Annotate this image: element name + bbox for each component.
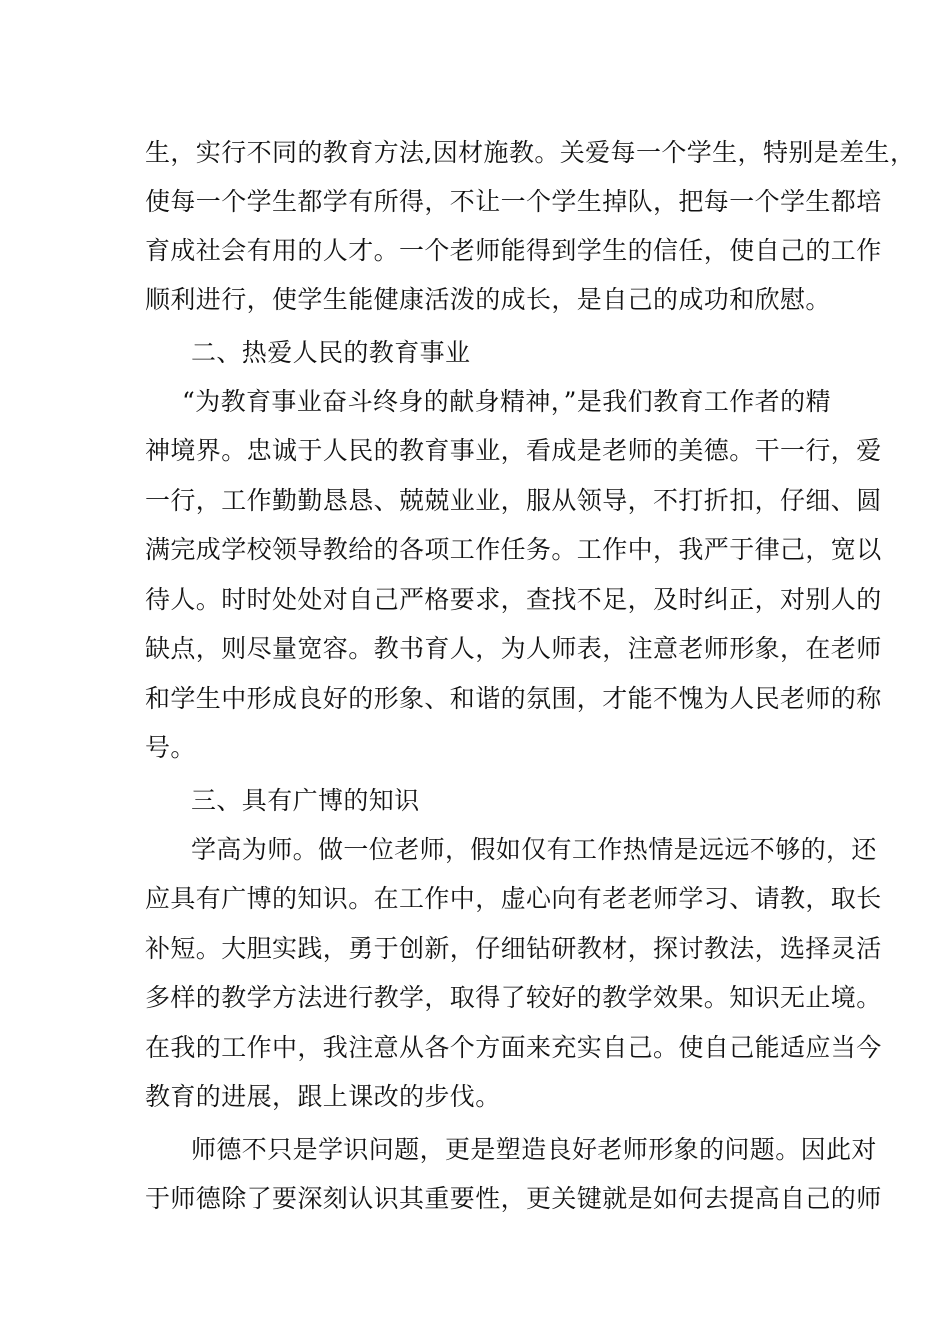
- text-line: 教育的进展，跟上课改的步伐。: [145, 1082, 501, 1111]
- text-line: 一行，工作勤勤恳恳、兢兢业业，服从领导，不打折扣，仔细、圆: [145, 486, 882, 515]
- text-line: 缺点，则尽量宽容。教书育人，为人师表，注意老师形象，在老师: [145, 634, 882, 663]
- text-line: 待人。时时处处对自己严格要求，查找不足，及时纠正，对别人的: [145, 585, 882, 614]
- text-line: 生，实行不同的教育方法,因材施教。关爱每一个学生，特别是差生，: [145, 138, 916, 167]
- text-line: 学高为师。做一位老师，假如仅有工作热情是远远不够的，还: [191, 835, 877, 864]
- text-line: 号。: [145, 733, 196, 762]
- text-line: 多样的教学方法进行教学，取得了较好的教学效果。知识无止境。: [145, 983, 882, 1012]
- text-line: 应具有广博的知识。在工作中，虚心向有老老师学习、请教，取长: [145, 884, 882, 913]
- text-line: 师德不只是学识问题，更是塑造良好老师形象的问题。因此对: [191, 1135, 877, 1164]
- text-line: 补短。大胆实践，勇于创新，仔细钻研教材，探讨教法，选择灵活: [145, 934, 882, 963]
- text-line: 神境界。忠诚于人民的教育事业，看成是老师的美德。干一行，爱: [145, 436, 882, 465]
- text-line: 顺利进行，使学生能健康活泼的成长，是自己的成功和欣慰。: [145, 285, 831, 314]
- section-heading: 三、具有广博的知识: [191, 786, 420, 815]
- text-line: 在我的工作中，我注意从各个方面来充实自己。使自己能适应当今: [145, 1033, 882, 1062]
- text-line: 和学生中形成良好的形象、和谐的氛围，才能不愧为人民老师的称: [145, 684, 882, 713]
- text-line: 使每一个学生都学有所得，不让一个学生掉队，把每一个学生都培: [145, 187, 882, 216]
- section-heading: 二、热爱人民的教育事业: [191, 338, 471, 367]
- text-line: 于师德除了要深刻认识其重要性，更关键就是如何去提高自己的师: [145, 1184, 882, 1213]
- text-line: “为教育事业奋斗终身的献身精神，”是我们教育工作者的精: [182, 387, 831, 416]
- text-line: 育成社会有用的人才。一个老师能得到学生的信任，使自己的工作: [145, 236, 882, 265]
- text-line: 满完成学校领导教给的各项工作任务。工作中，我严于律己，宽以: [145, 535, 882, 564]
